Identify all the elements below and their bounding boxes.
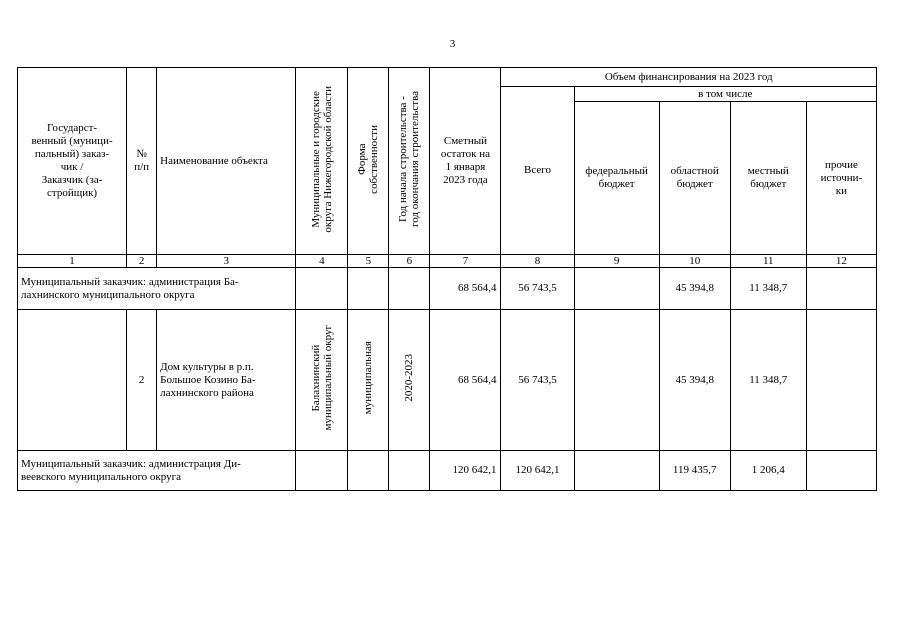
column-number: 12 xyxy=(806,255,876,268)
item-municipality: Балахнинский муниципальный округ xyxy=(296,310,348,451)
total-value: 56 743,5 xyxy=(501,310,574,451)
total-value: 120 642,1 xyxy=(501,451,574,491)
column-number: 9 xyxy=(574,255,659,268)
header-local: местный бюджет xyxy=(730,102,806,255)
column-number: 5 xyxy=(348,255,389,268)
financing-table xyxy=(17,67,877,491)
group-customer: Муниципальный заказчик: администрация Ба- лахнинского муниципального округа xyxy=(18,268,296,310)
column-number: 10 xyxy=(659,255,730,268)
column-numbers-row xyxy=(18,255,877,268)
local-value: 1 206,4 xyxy=(730,451,806,491)
header-funding-title: Объем финансирования на 2023 год xyxy=(501,68,877,87)
regional-value: 45 394,8 xyxy=(659,310,730,451)
header-total: Всего xyxy=(501,87,574,255)
federal-value xyxy=(574,310,659,451)
column-number: 6 xyxy=(389,255,430,268)
table-row xyxy=(18,451,877,491)
header-including: в том числе xyxy=(574,87,876,102)
column-number: 3 xyxy=(157,255,296,268)
group-customer: Муниципальный заказчик: администрация Ди- веевского муниципального округа xyxy=(18,451,296,491)
federal-value xyxy=(574,268,659,310)
header-num: № п/п xyxy=(127,68,157,255)
regional-value: 119 435,7 xyxy=(659,451,730,491)
header-regional: областной бюджет xyxy=(659,102,730,255)
page-number: 3 xyxy=(449,38,456,50)
column-number: 1 xyxy=(18,255,127,268)
header-object-name: Наименование объекта xyxy=(157,68,296,255)
table-row xyxy=(18,268,877,310)
column-number: 8 xyxy=(501,255,574,268)
estimate-value: 120 642,1 xyxy=(430,451,501,491)
header-federal: федеральный бюджет xyxy=(574,102,659,255)
local-value: 11 348,7 xyxy=(730,268,806,310)
header-estimate: Сметный остаток на 1 января 2023 года xyxy=(430,68,501,255)
header-customer: Государст- венный (муници- пальный) заказ- чик / Заказчик (за- стройщик) xyxy=(18,68,127,255)
header-other: прочие источни- ки xyxy=(806,102,876,255)
regional-value: 45 394,8 xyxy=(659,268,730,310)
other-value xyxy=(806,268,876,310)
other-value xyxy=(806,310,876,451)
federal-value xyxy=(574,451,659,491)
item-ownership: муниципальная xyxy=(348,310,389,451)
header-years: Год начала строительства - год окончания строительства xyxy=(389,68,430,255)
column-number: 2 xyxy=(127,255,157,268)
table-row xyxy=(18,310,877,451)
item-years: 2020-2023 xyxy=(389,310,430,451)
column-number: 7 xyxy=(430,255,501,268)
column-number: 11 xyxy=(730,255,806,268)
total-value: 56 743,5 xyxy=(501,268,574,310)
local-value: 11 348,7 xyxy=(730,310,806,451)
column-number: 4 xyxy=(296,255,348,268)
item-name: Дом культуры в р.п. Большое Козино Ба- лахнинского района xyxy=(157,310,296,451)
header-ownership: Форма собственности xyxy=(348,68,389,255)
header-municipality: Муниципальные и городские округа Нижегородской области xyxy=(296,68,348,255)
item-num: 2 xyxy=(127,310,157,451)
estimate-value: 68 564,4 xyxy=(430,268,501,310)
estimate-value: 68 564,4 xyxy=(430,310,501,451)
other-value xyxy=(806,451,876,491)
